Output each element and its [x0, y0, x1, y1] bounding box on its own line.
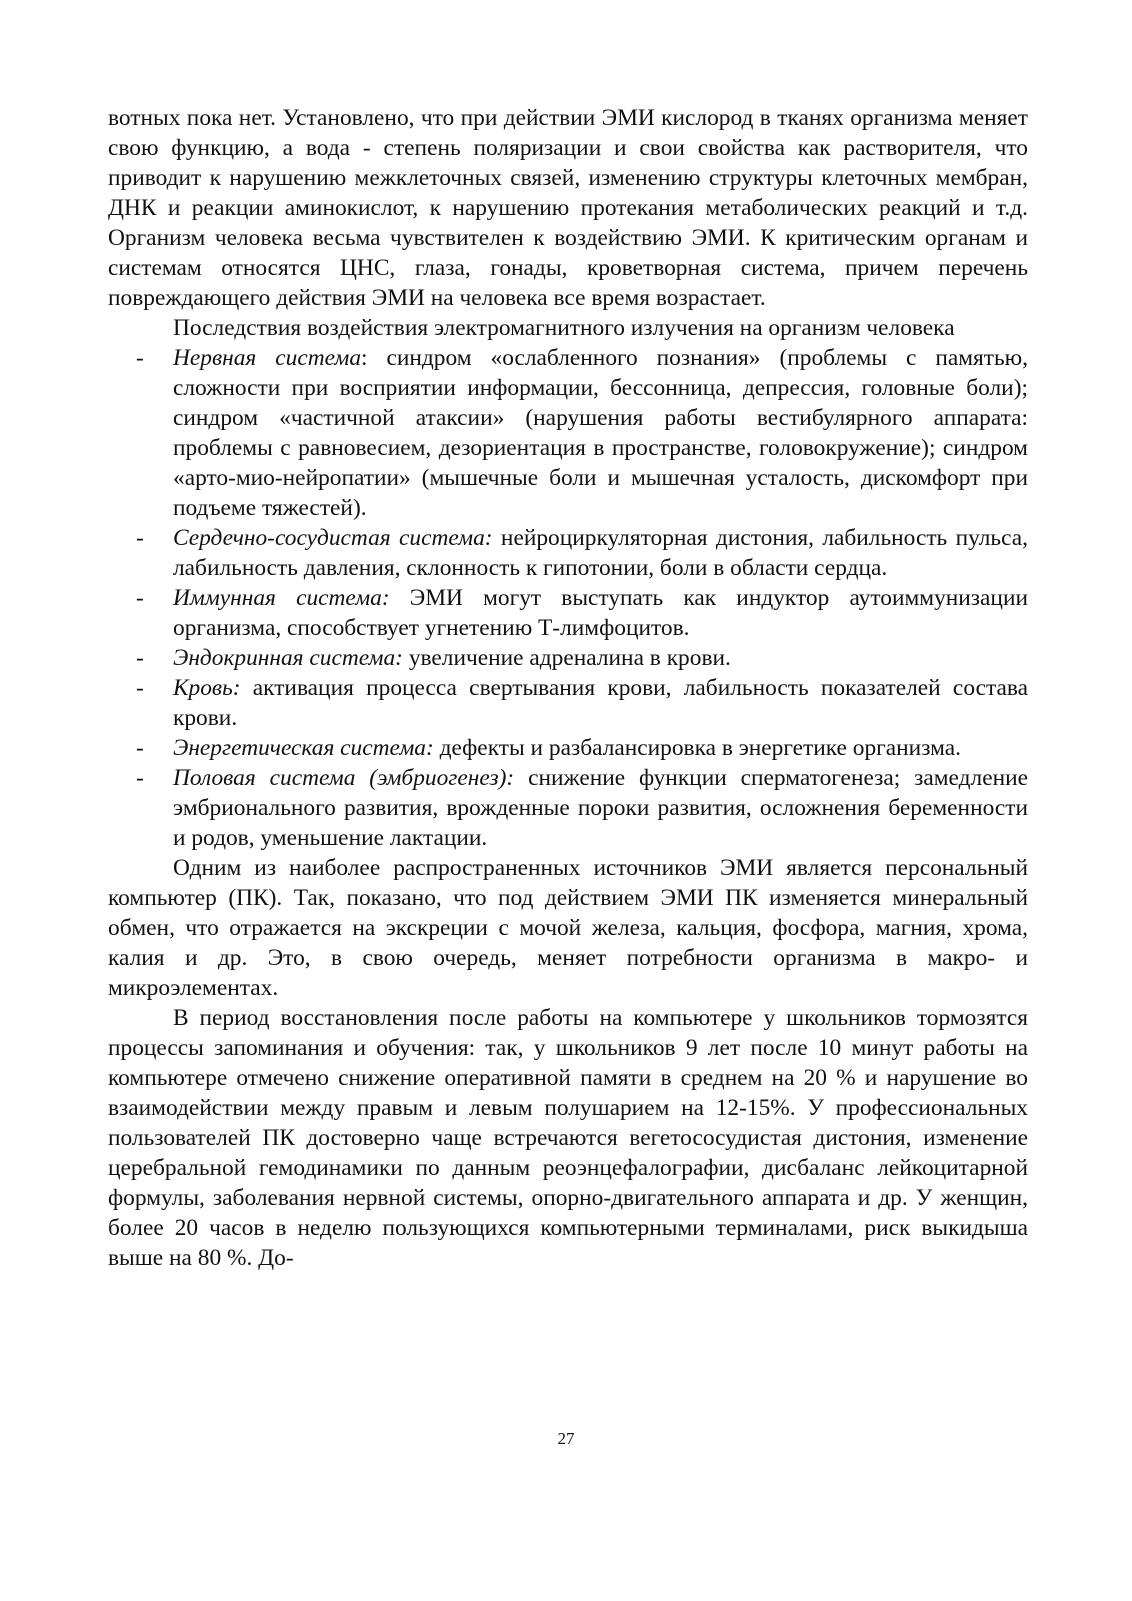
list-text: активация процесса свертывания крови, лабильность показателей состава крови.: [173, 675, 1028, 731]
list-dash: -: [136, 765, 144, 791]
list-item-blood: [108, 673, 1028, 733]
page-number: 27: [557, 1429, 575, 1448]
list-term: Нервная система: [173, 345, 362, 371]
list-item-nervous: [108, 343, 1028, 523]
list-item-cardiovascular: [108, 523, 1028, 583]
paragraph-recovery: В период восстановления после работы на компьютере у школьников тормозятся процессы запоминания и обучения: так, у школьников 9 лет после 10 минут работы на компьютере отмечено снижение оперативной памяти в среднем на 20 % и нарушение во взаимодействии между правым и левым полушарием на 12-15%. У профессиональных пользователей ПК достоверно чаще встречаются вегетососудистая дистония, изменение церебральной гемодинамики по данным реоэнцефалографии, дисбаланс лейкоцитарной формулы, заболевания нервной системы, опорно-двигательного аппарата и др. У женщин, более 20 часов в неделю пользующихся компьютерными терминалами, риск выкидыша выше на 80 %. До-: [108, 1005, 1028, 1271]
paragraph-consequences-heading: Последствия воздействия электромагнитного излучения на организм человека: [173, 315, 955, 341]
list-term: Сердечно-сосудистая система:: [173, 525, 493, 551]
list-item-reproductive: [108, 763, 1028, 853]
list-term: Энергетическая система:: [173, 735, 434, 761]
consequences-list: [108, 343, 1028, 853]
list-text: дефекты и разбалансировка в энергетике организма.: [433, 735, 961, 761]
body-text: [108, 103, 1028, 1273]
list-item-immune: [108, 583, 1028, 643]
list-dash: -: [136, 525, 144, 551]
paragraph-pc-sources: Одним из наиболее распространенных источников ЭМИ является персональный компьютер (ПК). Так, показано, что под действием ЭМИ ПК изменяется минеральный обмен, что отражается на экскреции с мочой железа, кальция, фосфора, магния, хрома, калия и др. Это, в свою очередь, меняет потребности организма в макро- и микроэлементах.: [108, 855, 1028, 1001]
list-item-endocrine: [108, 643, 1028, 673]
list-dash: -: [136, 345, 144, 371]
list-text: ЭМИ могут выступать как индуктор аутоиммунизации организма, способствует угнетению Т-лимфоцитов.: [173, 585, 1028, 641]
list-dash: -: [136, 675, 144, 701]
list-term: Кровь:: [173, 675, 241, 701]
list-term: Иммунная система:: [173, 585, 390, 611]
list-text: снижение функции сперматогенеза; замедление эмбрионального развития, врожденные пороки развития, осложнения беременности и родов, уменьшение лактации.: [173, 765, 1029, 851]
list-item-energy: [108, 733, 1028, 763]
list-term: Половая система (эмбриогенез):: [173, 765, 515, 791]
list-dash: -: [136, 735, 144, 761]
list-term: Эндокринная система:: [173, 645, 403, 671]
list-text: увеличение адреналина в крови.: [402, 645, 731, 671]
list-text: нейроциркуляторная дистония, лабильность пульса, лабильность давления, склонность к гипотонии, боли в области сердца.: [173, 525, 1028, 581]
list-text: : синдром «ослабленного познания» (проблемы с памятью, сложности при восприятии информации, бессонница, депрессия, головные боли); синдром «частичной атаксии» (нарушения работы вестибулярного аппарата: проблемы с равновесием, дезориентация в пространстве, головокружение); синдром «арто-мио-нейропатии» (мышечные боли и мышечная усталость, дискомфорт при подъеме тяжестей).: [173, 345, 1028, 521]
list-dash: -: [136, 645, 144, 671]
list-dash: -: [136, 585, 144, 611]
paragraph-emi-effects: вотных пока нет. Установлено, что при действии ЭМИ кислород в тканях организма меняет свою функцию, а вода - степень поляризации и свои свойства как растворителя, что приводит к нарушению межклеточных связей, изменению структуры клеточных мембран, ДНК и реакции аминокислот, к нарушению протекания метаболических реакций и т.д. Организм человека весьма чувствителен к воздействию ЭМИ. К критическим органам и системам относятся ЦНС, глаза, гонады, кроветворная система, причем перечень повреждающего действия ЭМИ на человека все время возрастает.: [108, 105, 1028, 311]
